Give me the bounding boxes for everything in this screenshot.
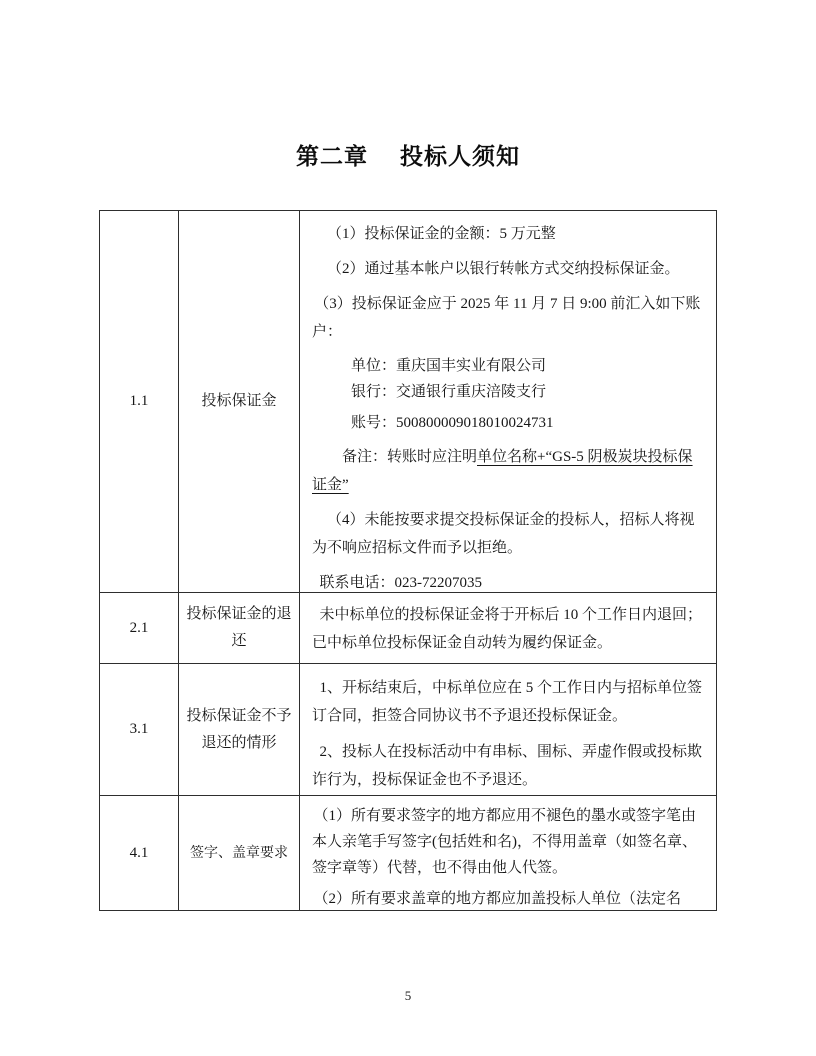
remark-prefix: 备注：转账时应注明 xyxy=(342,449,478,465)
paragraph-truncated: （2）所有要求盖章的地方都应加盖投标人单位（法定名 xyxy=(313,891,682,907)
paragraph: （2）通过基本帐户以银行转帐方式交纳投标保证金。 xyxy=(327,261,680,277)
chapter-number: 第二章 xyxy=(296,144,368,169)
row-label-cell: 投标保证金 xyxy=(179,211,300,593)
row-number-cell: 3.1 xyxy=(100,664,179,796)
remark-underlined-text: 单位名称+“GS-5 阴极炭块投标保证金” xyxy=(312,449,693,493)
row-number-cell: 2.1 xyxy=(100,593,179,664)
table-row xyxy=(100,796,717,911)
paragraph: （3）投标保证金应于 2025 年 11 月 7 日 9:00 前汇入如下账户： xyxy=(312,296,701,340)
account-bank-line: 银行：交通银行重庆涪陵支行 xyxy=(351,384,547,400)
row-label-cell: 签字、盖章要求 xyxy=(179,796,300,911)
contact-phone-line: 联系电话：023-72207035 xyxy=(319,575,482,589)
account-unit-line: 单位：重庆国丰实业有限公司 xyxy=(351,358,547,374)
row-content-cell xyxy=(300,211,717,593)
table-row xyxy=(100,664,717,796)
bond-forfeit-details xyxy=(300,664,716,792)
row-label-cell: 投标保证金的退还 xyxy=(179,593,300,664)
row-content-cell xyxy=(300,664,717,796)
paragraph: 2、投标人在投标活动中有串标、围标、弄虚作假或投标欺诈行为，投标保证金也不予退还。 xyxy=(312,744,703,788)
paragraph: （1）投标保证金的金额：5 万元整 xyxy=(327,226,556,242)
paragraph: 未中标单位的投标保证金将于开标后 10 个工作日内退回；已中标单位投标保证金自动转为履约保证金。 xyxy=(312,607,703,651)
notice-table xyxy=(99,210,717,911)
paragraph: （1）所有要求签字的地方都应用不褪色的墨水或签字笔由本人亲笔手写签字(包括姓和名)，不得用盖章（如签名章、签字章等）代替，也不得由他人代签。 xyxy=(312,808,697,876)
paragraph: 1、开标结束后，中标单位应在 5 个工作日内与招标单位签订合同，拒签合同协议书不予退还投标保证金。 xyxy=(312,680,703,724)
chapter-title: 投标人须知 xyxy=(400,144,520,169)
row-content-cell xyxy=(300,796,717,911)
account-number-line: 账号：500800009018010024731 xyxy=(351,415,554,431)
row-number-cell: 4.1 xyxy=(100,796,179,911)
page-number: 5 xyxy=(404,988,412,1003)
bid-bond-details xyxy=(300,211,716,589)
page-title xyxy=(0,138,816,171)
row-label-cell: 投标保证金不予退还的情形 xyxy=(179,664,300,796)
table-row xyxy=(100,593,717,664)
signature-seal-details xyxy=(300,796,716,907)
remark-paragraph xyxy=(312,443,704,499)
row-number-cell: 1.1 xyxy=(100,211,179,593)
row-content-cell xyxy=(300,593,717,664)
table-row xyxy=(100,211,717,593)
paragraph: （4）未能按要求提交投标保证金的投标人，招标人将视为不响应招标文件而予以拒绝。 xyxy=(312,512,695,556)
bond-refund-details xyxy=(300,593,716,660)
